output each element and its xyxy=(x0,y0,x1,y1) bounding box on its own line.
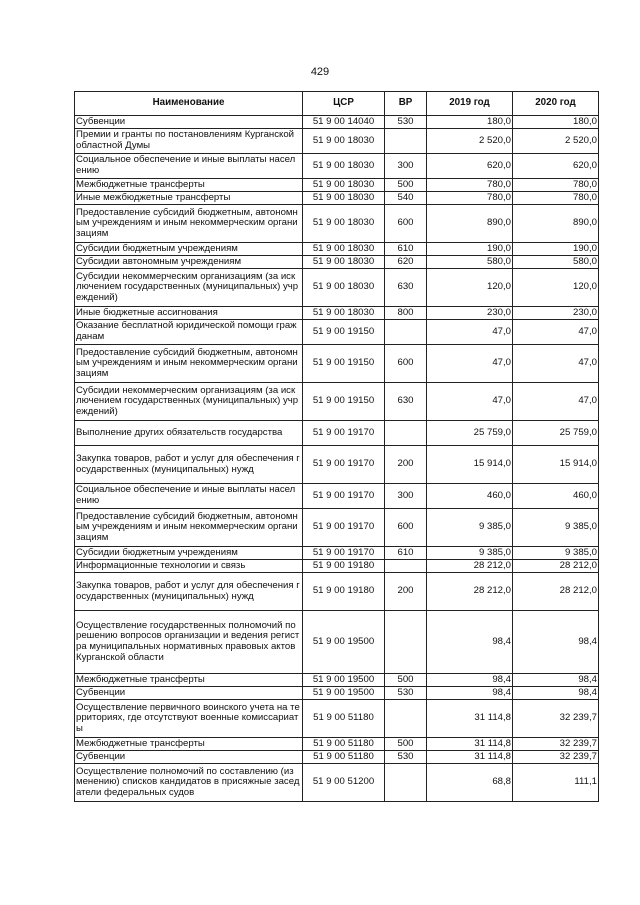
table-row xyxy=(75,446,599,484)
row-2019-cell: 25 759,0 xyxy=(427,421,513,446)
row-2019-cell: 460,0 xyxy=(427,484,513,509)
row-2019-cell: 98,4 xyxy=(427,674,513,687)
table-row xyxy=(75,116,599,129)
row-2020-cell: 47,0 xyxy=(513,320,599,345)
row-vr-cell: 500 xyxy=(385,674,427,687)
row-csr-cell: 51 9 00 18030 xyxy=(303,243,385,256)
row-2019-cell: 120,0 xyxy=(427,269,513,307)
table-row xyxy=(75,573,599,611)
row-name-cell: Премии и гранты по постановлениям Курганской областной Думы xyxy=(75,129,303,154)
row-name-cell: Межбюджетные трансферты xyxy=(75,674,303,687)
row-2020-cell: 890,0 xyxy=(513,205,599,243)
row-2019-cell: 68,8 xyxy=(427,764,513,802)
row-vr-cell: 600 xyxy=(385,345,427,383)
row-vr-cell: 500 xyxy=(385,179,427,192)
row-name-cell: Выполнение других обязательств государства xyxy=(75,421,303,446)
row-2020-cell: 28 212,0 xyxy=(513,560,599,573)
row-csr-cell: 51 9 00 18030 xyxy=(303,179,385,192)
row-2019-cell: 98,4 xyxy=(427,687,513,700)
row-csr-cell: 51 9 00 19150 xyxy=(303,383,385,421)
row-2019-cell: 230,0 xyxy=(427,307,513,320)
row-2019-cell: 98,4 xyxy=(427,611,513,674)
row-vr-cell xyxy=(385,700,427,738)
table-row xyxy=(75,674,599,687)
row-csr-cell: 51 9 00 18030 xyxy=(303,205,385,243)
table-row xyxy=(75,751,599,764)
table-row xyxy=(75,320,599,345)
row-name-cell: Межбюджетные трансферты xyxy=(75,738,303,751)
row-2020-cell: 9 385,0 xyxy=(513,547,599,560)
row-2019-cell: 28 212,0 xyxy=(427,573,513,611)
row-2019-cell: 890,0 xyxy=(427,205,513,243)
table-row xyxy=(75,179,599,192)
row-name-cell: Субсидии бюджетным учреждениям xyxy=(75,547,303,560)
table-body xyxy=(75,116,599,802)
row-2020-cell: 9 385,0 xyxy=(513,509,599,547)
row-vr-cell xyxy=(385,129,427,154)
row-vr-cell: 600 xyxy=(385,509,427,547)
row-name-cell: Социальное обеспечение и иные выплаты населению xyxy=(75,484,303,509)
row-2019-cell: 190,0 xyxy=(427,243,513,256)
row-2020-cell: 620,0 xyxy=(513,154,599,179)
row-2020-cell: 98,4 xyxy=(513,611,599,674)
row-name-cell: Осуществление полномочий по составлению (изменению) списков кандидатов в присяжные заседатели федеральных судов xyxy=(75,764,303,802)
row-vr-cell: 200 xyxy=(385,573,427,611)
column-header-2020: 2020 год xyxy=(513,92,599,116)
row-csr-cell: 51 9 00 19170 xyxy=(303,509,385,547)
row-vr-cell: 200 xyxy=(385,446,427,484)
row-csr-cell: 51 9 00 19150 xyxy=(303,320,385,345)
table-row xyxy=(75,738,599,751)
table-row xyxy=(75,700,599,738)
table-row xyxy=(75,129,599,154)
row-csr-cell: 51 9 00 19500 xyxy=(303,687,385,700)
row-2019-cell: 9 385,0 xyxy=(427,509,513,547)
row-vr-cell xyxy=(385,611,427,674)
page-number: 429 xyxy=(310,66,330,78)
row-name-cell: Предоставление субсидий бюджетным, автономным учреждениям и иным некоммерческим организациям xyxy=(75,345,303,383)
row-2020-cell: 780,0 xyxy=(513,192,599,205)
row-csr-cell: 51 9 00 19180 xyxy=(303,560,385,573)
row-csr-cell: 51 9 00 19170 xyxy=(303,547,385,560)
row-csr-cell: 51 9 00 19500 xyxy=(303,611,385,674)
table-row xyxy=(75,307,599,320)
row-2020-cell: 47,0 xyxy=(513,345,599,383)
row-name-cell: Субвенции xyxy=(75,116,303,129)
row-vr-cell: 630 xyxy=(385,383,427,421)
row-name-cell: Оказание бесплатной юридической помощи гражданам xyxy=(75,320,303,345)
row-2019-cell: 780,0 xyxy=(427,192,513,205)
row-2020-cell: 25 759,0 xyxy=(513,421,599,446)
row-2019-cell: 580,0 xyxy=(427,256,513,269)
table-row xyxy=(75,154,599,179)
row-2020-cell: 32 239,7 xyxy=(513,700,599,738)
table-row xyxy=(75,509,599,547)
row-2020-cell: 47,0 xyxy=(513,383,599,421)
row-name-cell: Межбюджетные трансферты xyxy=(75,179,303,192)
row-csr-cell: 51 9 00 18030 xyxy=(303,129,385,154)
row-2020-cell: 32 239,7 xyxy=(513,751,599,764)
row-vr-cell: 800 xyxy=(385,307,427,320)
table-row xyxy=(75,243,599,256)
row-csr-cell: 51 9 00 19150 xyxy=(303,345,385,383)
column-header-vr: ВР xyxy=(385,92,427,116)
row-2019-cell: 47,0 xyxy=(427,345,513,383)
row-2020-cell: 111,1 xyxy=(513,764,599,802)
table-row xyxy=(75,345,599,383)
row-csr-cell: 51 9 00 51180 xyxy=(303,751,385,764)
row-vr-cell: 600 xyxy=(385,205,427,243)
row-2020-cell: 230,0 xyxy=(513,307,599,320)
column-header-csr: ЦСР xyxy=(303,92,385,116)
row-csr-cell: 51 9 00 18030 xyxy=(303,192,385,205)
row-name-cell: Предоставление субсидий бюджетным, автономным учреждениям и иным некоммерческим организациям xyxy=(75,205,303,243)
row-2020-cell: 32 239,7 xyxy=(513,738,599,751)
row-vr-cell: 610 xyxy=(385,243,427,256)
row-csr-cell: 51 9 00 19170 xyxy=(303,446,385,484)
row-name-cell: Субсидии бюджетным учреждениям xyxy=(75,243,303,256)
table-row xyxy=(75,764,599,802)
row-2019-cell: 780,0 xyxy=(427,179,513,192)
column-header-name: Наименование xyxy=(75,92,303,116)
row-2020-cell: 98,4 xyxy=(513,687,599,700)
row-2020-cell: 28 212,0 xyxy=(513,573,599,611)
row-vr-cell: 300 xyxy=(385,154,427,179)
row-2019-cell: 620,0 xyxy=(427,154,513,179)
row-csr-cell: 51 9 00 19180 xyxy=(303,573,385,611)
row-vr-cell xyxy=(385,320,427,345)
row-vr-cell: 620 xyxy=(385,256,427,269)
row-vr-cell xyxy=(385,560,427,573)
table-row xyxy=(75,560,599,573)
table-row xyxy=(75,547,599,560)
row-2020-cell: 98,4 xyxy=(513,674,599,687)
row-2019-cell: 31 114,8 xyxy=(427,738,513,751)
row-name-cell: Субвенции xyxy=(75,687,303,700)
row-2020-cell: 120,0 xyxy=(513,269,599,307)
row-name-cell: Предоставление субсидий бюджетным, автономным учреждениям и иным некоммерческим организациям xyxy=(75,509,303,547)
row-name-cell: Субсидии некоммерческим организациям (за исключением государственных (муниципальных) учреждений) xyxy=(75,269,303,307)
table-row xyxy=(75,269,599,307)
table-row xyxy=(75,256,599,269)
table-header xyxy=(75,92,599,116)
row-2020-cell: 460,0 xyxy=(513,484,599,509)
column-header-2019: 2019 год xyxy=(427,92,513,116)
row-2019-cell: 47,0 xyxy=(427,320,513,345)
table-row xyxy=(75,383,599,421)
row-vr-cell: 610 xyxy=(385,547,427,560)
row-name-cell: Субвенции xyxy=(75,751,303,764)
row-csr-cell: 51 9 00 18030 xyxy=(303,307,385,320)
row-name-cell: Социальное обеспечение и иные выплаты населению xyxy=(75,154,303,179)
row-csr-cell: 51 9 00 51180 xyxy=(303,700,385,738)
row-csr-cell: 51 9 00 51180 xyxy=(303,738,385,751)
table-row xyxy=(75,611,599,674)
table-row xyxy=(75,484,599,509)
row-2020-cell: 580,0 xyxy=(513,256,599,269)
row-2019-cell: 28 212,0 xyxy=(427,560,513,573)
row-csr-cell: 51 9 00 18030 xyxy=(303,154,385,179)
table-row xyxy=(75,192,599,205)
row-2019-cell: 15 914,0 xyxy=(427,446,513,484)
row-vr-cell: 500 xyxy=(385,738,427,751)
row-vr-cell: 530 xyxy=(385,687,427,700)
row-csr-cell: 51 9 00 18030 xyxy=(303,269,385,307)
row-2020-cell: 190,0 xyxy=(513,243,599,256)
row-name-cell: Субсидии некоммерческим организациям (за исключением государственных (муниципальных) учреждений) xyxy=(75,383,303,421)
row-name-cell: Информационные технологии и связь xyxy=(75,560,303,573)
row-2019-cell: 47,0 xyxy=(427,383,513,421)
row-2020-cell: 2 520,0 xyxy=(513,129,599,154)
header-row xyxy=(75,92,599,116)
row-name-cell: Иные бюджетные ассигнования xyxy=(75,307,303,320)
row-name-cell: Закупка товаров, работ и услуг для обеспечения государственных (муниципальных) нужд xyxy=(75,446,303,484)
row-2019-cell: 31 114,8 xyxy=(427,751,513,764)
row-2019-cell: 9 385,0 xyxy=(427,547,513,560)
budget-table xyxy=(74,91,599,802)
row-vr-cell: 630 xyxy=(385,269,427,307)
row-csr-cell: 51 9 00 18030 xyxy=(303,256,385,269)
row-2019-cell: 31 114,8 xyxy=(427,700,513,738)
row-name-cell: Осуществление государственных полномочий по решению вопросов организации и ведения регистра муниципальных нормативных правовых актов Курганской области xyxy=(75,611,303,674)
row-vr-cell xyxy=(385,764,427,802)
row-vr-cell: 300 xyxy=(385,484,427,509)
table-row xyxy=(75,205,599,243)
row-2019-cell: 180,0 xyxy=(427,116,513,129)
row-2020-cell: 180,0 xyxy=(513,116,599,129)
row-name-cell: Субсидии автономным учреждениям xyxy=(75,256,303,269)
table-row xyxy=(75,421,599,446)
row-2020-cell: 780,0 xyxy=(513,179,599,192)
row-2020-cell: 15 914,0 xyxy=(513,446,599,484)
row-vr-cell: 540 xyxy=(385,192,427,205)
row-vr-cell: 530 xyxy=(385,751,427,764)
row-csr-cell: 51 9 00 14040 xyxy=(303,116,385,129)
row-csr-cell: 51 9 00 51200 xyxy=(303,764,385,802)
row-name-cell: Закупка товаров, работ и услуг для обеспечения государственных (муниципальных) нужд xyxy=(75,573,303,611)
row-csr-cell: 51 9 00 19170 xyxy=(303,421,385,446)
row-2019-cell: 2 520,0 xyxy=(427,129,513,154)
row-vr-cell: 530 xyxy=(385,116,427,129)
row-csr-cell: 51 9 00 19500 xyxy=(303,674,385,687)
row-vr-cell xyxy=(385,421,427,446)
row-csr-cell: 51 9 00 19170 xyxy=(303,484,385,509)
row-name-cell: Осуществление первичного воинского учета на территориях, где отсутствуют военные комиссариаты xyxy=(75,700,303,738)
row-name-cell: Иные межбюджетные трансферты xyxy=(75,192,303,205)
table-row xyxy=(75,687,599,700)
